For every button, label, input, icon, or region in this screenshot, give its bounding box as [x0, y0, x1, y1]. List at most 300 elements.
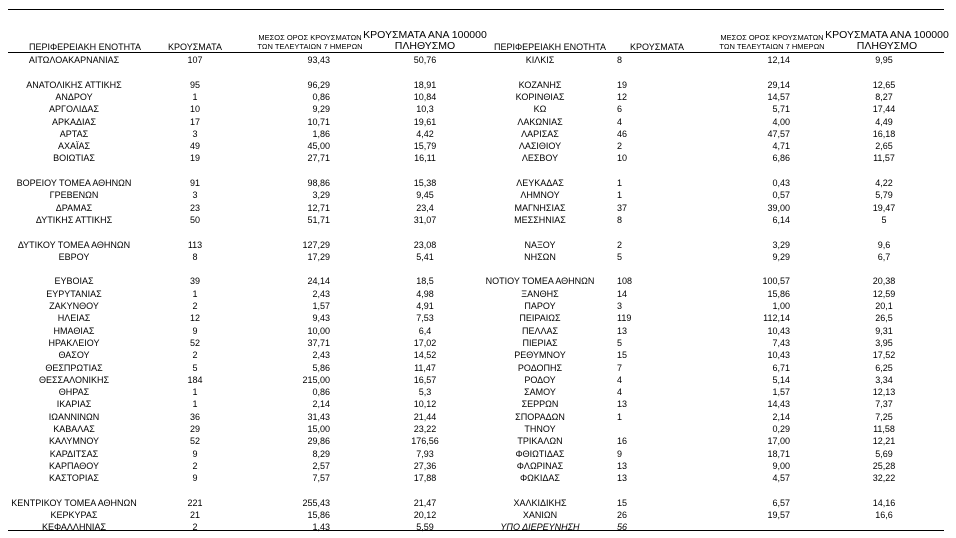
per100k-cell: 6,7: [877, 251, 891, 262]
table-row: [0, 226, 956, 238]
per100k-cell: 12,21: [872, 436, 896, 447]
avg-cell: 2,43: [312, 288, 330, 299]
per100k-cell: 8,27: [875, 91, 893, 102]
cases-cell: 13: [617, 325, 628, 336]
avg-cell: 255,43: [302, 497, 330, 508]
per100k-cell: 21,44: [413, 411, 437, 422]
per100k-cell: 11,58: [873, 424, 895, 434]
avg-cell: 14,43: [767, 399, 790, 410]
cases-cell: 13: [617, 473, 628, 484]
avg-cell: 17,00: [767, 436, 790, 447]
region-cell: ΒΟΡΕΙΟΥ ΤΟΜΕΑ ΑΘΗΝΩΝ: [16, 178, 132, 188]
avg-cell: 24,14: [307, 276, 330, 287]
region-cell: ΚΟΡΙΝΘΙΑΣ: [515, 91, 565, 102]
header-rule: [8, 52, 944, 53]
cases-cell: 49: [189, 141, 200, 152]
region-cell: ΠΕΙΡΑΙΩΣ: [519, 313, 561, 324]
avg-cell: 6,86: [772, 153, 790, 164]
region-cell: ΡΟΔΟΠΗΣ: [517, 362, 563, 373]
cases-cell: 113: [187, 239, 203, 250]
region-cell: ΛΕΣΒΟΥ: [521, 153, 559, 164]
cases-cell: 15: [617, 350, 628, 361]
per100k-cell: 7,93: [416, 448, 434, 459]
per100k-cell: 15,79: [413, 141, 437, 152]
per100k-cell: 5: [881, 214, 887, 225]
cases-cell: 16: [617, 436, 628, 447]
avg-cell: 12,71: [307, 202, 330, 213]
table-row: [0, 165, 956, 177]
avg-cell: 9,00: [772, 460, 790, 471]
table-row: [0, 116, 956, 128]
avg-cell: 127,29: [302, 239, 330, 250]
cases-cell: 50: [189, 214, 200, 225]
cases-cell: 37: [617, 202, 628, 213]
avg-cell: 215,00: [302, 374, 330, 385]
avg-cell: 4,57: [772, 473, 790, 484]
cases-cell: 1: [617, 178, 623, 188]
table-row: [0, 128, 956, 140]
avg-cell: 2,57: [312, 460, 330, 471]
avg-cell: 1,43: [312, 522, 330, 533]
cases-cell: 2: [617, 239, 623, 250]
avg-cell: 37,71: [307, 337, 330, 348]
table-row: [0, 239, 956, 251]
region-cell: ΦΩΚΙΔΑΣ: [520, 473, 560, 484]
cases-cell: 36: [189, 411, 200, 422]
avg-cell: 29,86: [307, 436, 330, 447]
per100k-cell: 4,22: [875, 178, 893, 188]
per100k-cell: 4,98: [416, 288, 434, 299]
per100k-cell: 9,6: [877, 239, 891, 250]
cases-cell: 56: [617, 522, 628, 533]
region-cell: ΗΜΑΘΙΑΣ: [53, 325, 95, 336]
avg-cell: 31,43: [307, 411, 330, 422]
table-row: [0, 189, 956, 201]
cases-cell: 5: [617, 251, 623, 262]
cases-cell: 7: [617, 362, 623, 373]
region-cell: ΔΥΤΙΚΟΥ ΤΟΜΕΑ ΑΘΗΝΩΝ: [17, 239, 131, 250]
per100k-cell: 4,42: [416, 128, 434, 139]
cases-cell: 13: [617, 460, 628, 471]
cases-cell: 12: [617, 91, 628, 102]
cases-cell: 1: [617, 190, 623, 201]
cases-cell: 8: [192, 251, 198, 262]
table-row: [0, 509, 956, 521]
cases-cell: 9: [192, 473, 198, 484]
cases-cell: 95: [189, 79, 200, 90]
avg-cell: 7,57: [312, 473, 330, 484]
avg-cell: 9,29: [772, 251, 790, 262]
region-cell: ΕΒΡΟΥ: [58, 251, 90, 262]
table-row: [0, 337, 956, 349]
per100k-cell: 3,95: [875, 337, 893, 348]
avg-cell: 0,43: [772, 178, 790, 188]
right-header-avg: [702, 33, 842, 51]
region-cell: ΙΚΑΡΙΑΣ: [56, 399, 92, 410]
per100k-cell: 7,53: [416, 313, 434, 324]
region-cell: ΑΧΑΪΑΣ: [57, 141, 91, 152]
avg-cell: 10,71: [307, 116, 330, 127]
table-row: [0, 288, 956, 300]
cases-cell: 2: [192, 350, 198, 361]
region-cell: ΧΑΝΙΩΝ: [522, 510, 558, 521]
cases-cell: 23: [189, 202, 200, 213]
per100k-cell: 15,38: [413, 178, 437, 188]
region-cell: ΝΗΣΩΝ: [524, 251, 556, 262]
region-cell: ΗΡΑΚΛΕΙΟΥ: [48, 337, 100, 348]
table-row: [0, 140, 956, 152]
left-header-per100k-line2: ΠΛΗΘΥΣΜΟ: [394, 40, 456, 52]
table-row: [0, 485, 956, 497]
avg-cell: 1,57: [772, 387, 790, 398]
cases-cell: 46: [617, 128, 628, 139]
cases-cell: 1: [192, 91, 198, 102]
table-row: [0, 374, 956, 386]
cases-cell: 3: [192, 190, 198, 201]
region-cell: ΚΕΦΑΛΛΗΝΙΑΣ: [41, 522, 107, 533]
avg-cell: 0,86: [312, 91, 330, 102]
avg-cell: 1,86: [312, 128, 330, 139]
region-cell: ΚΑΡΔΙΤΣΑΣ: [49, 448, 99, 459]
table-row: [0, 460, 956, 472]
region-cell: ΝΟΤΙΟΥ ΤΟΜΕΑ ΑΘΗΝΩΝ: [485, 276, 595, 287]
per100k-cell: 10,3: [416, 104, 434, 115]
table-row: [0, 177, 956, 189]
region-cell: ΚΙΛΚΙΣ: [525, 55, 555, 65]
cases-cell: 119: [617, 313, 632, 324]
per100k-cell: 26,5: [875, 313, 893, 324]
per100k-cell: 176,56: [411, 436, 439, 447]
region-cell: ΛΑΚΩΝΙΑΣ: [517, 116, 563, 127]
cases-cell: 5: [192, 362, 198, 373]
table-row: [0, 362, 956, 374]
region-cell: ΣΕΡΡΩΝ: [521, 399, 559, 410]
table-row: [0, 152, 956, 164]
cases-cell: 8: [617, 55, 623, 65]
region-cell: ΙΩΑΝΝΙΝΩΝ: [48, 411, 100, 422]
table-row: [0, 398, 956, 410]
per100k-cell: 16,6: [875, 510, 893, 521]
cases-cell: 10: [189, 104, 200, 115]
region-cell: ΛΑΣΙΘΙΟΥ: [518, 141, 562, 152]
per100k-cell: 19,61: [413, 116, 437, 127]
avg-cell: 8,29: [312, 448, 330, 459]
avg-cell: 2,14: [312, 399, 330, 410]
avg-cell: 6,14: [772, 214, 790, 225]
cases-cell: 19: [189, 153, 200, 164]
avg-cell: 4,00: [772, 116, 790, 127]
table-row: [0, 411, 956, 423]
per100k-cell: 12,59: [872, 288, 896, 299]
cases-cell: 221: [187, 497, 203, 508]
left-header-per100k: [360, 30, 490, 52]
region-cell: ΓΡΕΒΕΝΩΝ: [49, 190, 99, 201]
avg-cell: 98,86: [307, 178, 330, 188]
table-row: [0, 202, 956, 214]
table-row: [0, 435, 956, 447]
avg-cell: 4,71: [772, 141, 790, 152]
per100k-cell: 18,91: [413, 79, 437, 90]
region-cell: ΚΟΖΑΝΗΣ: [518, 79, 562, 90]
left-header-per100k-line1: ΚΡΟΥΣΜΑΤΑ ΑΝΑ 100000: [363, 29, 487, 41]
left-header-avg: [240, 33, 380, 51]
cases-cell: 26: [617, 510, 628, 521]
region-cell: ΝΑΞΟΥ: [524, 239, 556, 250]
avg-cell: 15,86: [767, 288, 790, 299]
per100k-cell: 7,37: [875, 399, 893, 410]
region-cell: ΠΙΕΡΙΑΣ: [522, 337, 558, 348]
table-row: [0, 66, 956, 78]
region-cell: ΧΑΛΚΙΔΙΚΗΣ: [513, 497, 567, 508]
region-cell: ΣΑΜΟΥ: [524, 387, 556, 398]
region-cell: ΠΑΡΟΥ: [524, 301, 556, 311]
per100k-cell: 50,76: [413, 55, 437, 65]
per100k-cell: 25,28: [872, 460, 896, 471]
per100k-cell: 27,36: [413, 460, 437, 471]
table-row: [0, 349, 956, 361]
cases-cell: 2: [192, 301, 198, 311]
region-cell: ΚΑΣΤΟΡΙΑΣ: [49, 473, 99, 484]
avg-cell: 5,86: [312, 362, 330, 373]
cases-cell: 9: [617, 448, 623, 459]
cases-cell: 9: [192, 325, 198, 336]
table-row: [0, 91, 956, 103]
cases-cell: 4: [617, 374, 623, 385]
region-cell: ΑΡΤΑΣ: [59, 128, 89, 139]
region-cell: ΔΡΑΜΑΣ: [55, 202, 93, 213]
region-cell: ΦΛΩΡΙΝΑΣ: [516, 460, 564, 471]
region-cell: ΛΗΜΝΟΥ: [520, 190, 560, 201]
region-cell: ΚΑΛΥΜΝΟΥ: [48, 436, 100, 447]
table-row: [0, 263, 956, 275]
cases-cell: 91: [189, 178, 200, 188]
avg-cell: 112,14: [763, 313, 790, 324]
region-cell: ΠΕΛΛΑΣ: [521, 325, 559, 336]
table-row: [0, 79, 956, 91]
per100k-cell: 7,25: [875, 411, 893, 422]
per100k-cell: 5,79: [875, 190, 893, 201]
cases-cell: 13: [617, 399, 628, 410]
per100k-cell: 5,41: [416, 251, 434, 262]
cases-cell: 1: [192, 288, 198, 299]
top-rule: [8, 9, 944, 10]
table-row: [0, 448, 956, 460]
region-cell: ΘΕΣΣΑΛΟΝΙΚΗΣ: [38, 374, 110, 385]
avg-cell: 9,43: [312, 313, 330, 324]
avg-cell: 17,29: [307, 251, 330, 262]
per100k-cell: 10,12: [413, 399, 437, 410]
table-row: [0, 300, 956, 312]
avg-cell: 12,14: [767, 55, 790, 65]
table-row: [0, 103, 956, 115]
region-cell: ΘΗΡΑΣ: [58, 387, 90, 398]
avg-cell: 18,71: [767, 448, 790, 459]
region-cell: ΕΥΒΟΙΑΣ: [54, 276, 94, 287]
cases-cell: 21: [189, 510, 200, 521]
region-cell: ΤΡΙΚΑΛΩΝ: [517, 436, 563, 447]
left-header-avg-line2: ΤΩΝ ΤΕΛΕΥΤΑΙΩΝ 7 ΗΜΕΡΩΝ: [257, 42, 363, 51]
avg-cell: 2,14: [772, 411, 790, 422]
avg-cell: 39,00: [767, 202, 790, 213]
cases-cell: 3: [192, 128, 198, 139]
per100k-cell: 17,02: [413, 337, 437, 348]
region-cell: ΑΙΤΩΛΟΑΚΑΡΝΑΝΙΑΣ: [28, 55, 120, 65]
table-row: [0, 325, 956, 337]
region-cell: ΕΥΡΥΤΑΝΙΑΣ: [46, 288, 102, 299]
per100k-cell: 14,16: [872, 497, 896, 508]
region-cell: ΑΝΔΡΟΥ: [55, 91, 93, 102]
avg-cell: 10,00: [307, 325, 330, 336]
avg-cell: 2,43: [312, 350, 330, 361]
cases-cell: 4: [617, 387, 623, 398]
per100k-cell: 16,11: [414, 153, 436, 164]
avg-cell: 1,00: [772, 301, 790, 311]
per100k-cell: 9,31: [875, 325, 893, 336]
cases-cell: 9: [192, 448, 198, 459]
cases-cell: 6: [617, 104, 623, 115]
right-header-per100k-line1: ΚΡΟΥΣΜΑΤΑ ΑΝΑ 100000: [825, 29, 949, 41]
cases-cell: 8: [617, 214, 623, 225]
region-cell: ΖΑΚΥΝΘΟΥ: [49, 301, 99, 311]
per100k-cell: 16,18: [872, 128, 896, 139]
region-cell: ΑΡΚΑΔΙΑΣ: [51, 116, 97, 127]
region-cell: ΗΛΕΙΑΣ: [57, 313, 91, 324]
per100k-cell: 12,65: [872, 79, 896, 90]
avg-cell: 3,29: [772, 239, 790, 250]
avg-cell: 6,57: [772, 497, 790, 508]
right-header-per100k-line2: ΠΛΗΘΥΣΜΟ: [856, 40, 918, 52]
region-cell: ΚΕΡΚΥΡΑΣ: [50, 510, 98, 521]
avg-cell: 7,43: [772, 337, 790, 348]
region-cell: ΒΟΙΩΤΙΑΣ: [53, 153, 95, 164]
bottom-rule: [8, 530, 944, 531]
left-header-avg-line1: ΜΕΣΟΣ ΟΡΟΣ ΚΡΟΥΣΜΑΤΩΝ: [258, 33, 362, 42]
per100k-cell: 23,08: [413, 239, 437, 250]
region-cell: ΤΗΝΟΥ: [524, 424, 556, 434]
cases-cell: 2: [192, 522, 198, 533]
per100k-cell: 5,59: [416, 522, 434, 533]
region-cell: ΚΩ: [533, 104, 547, 115]
per100k-cell: 5,69: [875, 448, 893, 459]
region-cell: ΞΑΝΘΗΣ: [521, 288, 559, 299]
right-header-per100k: [822, 30, 952, 52]
avg-cell: 3,29: [312, 190, 330, 201]
avg-cell: 0,57: [772, 190, 790, 201]
cases-cell: 19: [617, 79, 628, 90]
cases-cell: 29: [189, 424, 200, 434]
per100k-cell: 18,5: [416, 276, 434, 287]
per100k-cell: 23,4: [416, 202, 434, 213]
right-header-avg-line1: ΜΕΣΟΣ ΟΡΟΣ ΚΡΟΥΣΜΑΤΩΝ: [720, 33, 824, 42]
per100k-cell: 9,45: [416, 190, 434, 201]
region-cell: ΘΕΣΠΡΩΤΙΑΣ: [45, 362, 103, 373]
right-header-cases: ΚΡΟΥΣΜΑΤΑ: [630, 42, 684, 52]
region-cell: ΦΘΙΩΤΙΔΑΣ: [515, 448, 565, 459]
per100k-cell: 10,84: [413, 91, 437, 102]
region-cell: ΚΑΡΠΑΘΟΥ: [48, 460, 100, 471]
table-row: [0, 386, 956, 398]
avg-cell: 15,00: [307, 424, 330, 434]
per100k-cell: 20,1: [875, 301, 893, 311]
table-row: [0, 472, 956, 484]
region-cell: ΑΡΓΟΛΙΔΑΣ: [49, 104, 99, 115]
avg-cell: 51,71: [307, 214, 330, 225]
per100k-cell: 17,44: [872, 104, 896, 115]
region-cell: ΚΑΒΑΛΑΣ: [53, 424, 95, 434]
cases-cell: 2: [617, 141, 623, 152]
avg-cell: 100,57: [762, 276, 790, 287]
per100k-cell: 21,47: [413, 497, 437, 508]
per100k-cell: 2,65: [875, 141, 893, 152]
per100k-cell: 23,22: [413, 424, 437, 434]
cases-cell: 10: [617, 153, 628, 164]
right-header-avg-line2: ΤΩΝ ΤΕΛΕΥΤΑΙΩΝ 7 ΗΜΕΡΩΝ: [719, 42, 825, 51]
avg-cell: 14,57: [767, 91, 790, 102]
region-cell: ΡΟΔΟΥ: [524, 374, 556, 385]
region-cell: ΣΠΟΡΑΔΩΝ: [515, 411, 565, 422]
avg-cell: 0,29: [772, 424, 790, 434]
avg-cell: 96,29: [307, 79, 330, 90]
region-cell: ΜΑΓΝΗΣΙΑΣ: [514, 202, 566, 213]
avg-cell: 47,57: [767, 128, 790, 139]
avg-cell: 9,29: [312, 104, 330, 115]
region-cell: ΜΕΣΣΗΝΙΑΣ: [514, 214, 566, 225]
per100k-cell: 16,57: [413, 374, 437, 385]
per100k-cell: 9,95: [875, 55, 893, 65]
region-cell: ΥΠΟ ΔΙΕΡΕΥΝΗΣΗ: [500, 522, 580, 533]
per100k-cell: 20,12: [413, 510, 437, 521]
left-header-region: ΠΕΡΙΦΕΡΕΙΑΚΗ ΕΝΟΤΗΤΑ: [28, 42, 142, 52]
left-header-cases: ΚΡΟΥΣΜΑΤΑ: [168, 42, 222, 52]
avg-cell: 1,57: [312, 301, 330, 311]
per100k-cell: 6,25: [875, 362, 893, 373]
cases-cell: 15: [617, 497, 628, 508]
cases-cell: 1: [192, 387, 198, 398]
table-row: [0, 423, 956, 435]
avg-cell: 6,71: [772, 362, 790, 373]
avg-cell: 5,14: [772, 374, 790, 385]
per100k-cell: 17,52: [872, 350, 896, 361]
avg-cell: 45,00: [307, 141, 330, 152]
cases-cell: 52: [189, 436, 200, 447]
avg-cell: 93,43: [307, 55, 330, 65]
cases-cell: 1: [192, 399, 198, 410]
cases-cell: 12: [189, 313, 200, 324]
region-cell: ΛΕΥΚΑΔΑΣ: [516, 178, 564, 188]
cases-cell: 1: [617, 411, 623, 422]
region-cell: ΡΕΘΥΜΝΟΥ: [514, 350, 566, 361]
avg-cell: 10,43: [767, 350, 790, 361]
table-row: [0, 251, 956, 263]
table-row: [0, 54, 956, 66]
table-row: [0, 521, 956, 533]
table-row: [0, 497, 956, 509]
avg-cell: 10,43: [767, 325, 790, 336]
per100k-cell: 20,38: [872, 276, 896, 287]
table-row: [0, 312, 956, 324]
per100k-cell: 32,22: [872, 473, 896, 484]
cases-cell: 5: [617, 337, 623, 348]
region-cell: ΑΝΑΤΟΛΙΚΗΣ ΑΤΤΙΚΗΣ: [26, 79, 122, 90]
cases-cell: 17: [189, 116, 200, 127]
per100k-cell: 11,57: [873, 153, 895, 164]
per100k-cell: 6,4: [418, 325, 432, 336]
per100k-cell: 19,47: [872, 202, 896, 213]
region-cell: ΔΥΤΙΚΗΣ ΑΤΤΙΚΗΣ: [35, 214, 113, 225]
table-row: [0, 275, 956, 287]
per100k-cell: 4,91: [416, 301, 434, 311]
per100k-cell: 3,34: [875, 374, 893, 385]
